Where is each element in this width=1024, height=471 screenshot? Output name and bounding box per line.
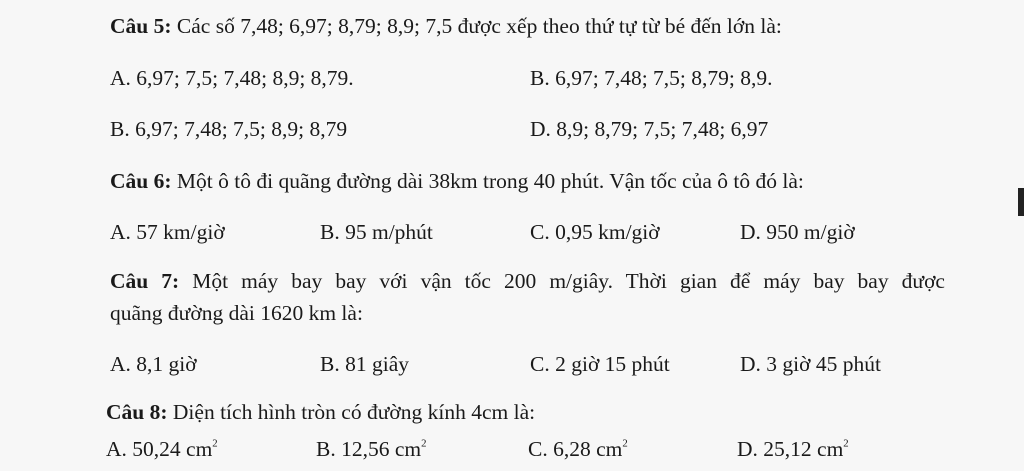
question-5-stem xyxy=(110,14,782,39)
question-6-text: Một ô tô đi quãng đường dài 38km trong 40 phút. Vận tốc của ô tô đó là: xyxy=(171,169,804,193)
question-5-option-4[interactable]: D. 8,9; 8,79; 7,5; 7,48; 6,97 xyxy=(530,117,769,141)
question-7-text-continued: quãng đường dài 1620 km là: xyxy=(110,301,363,325)
question-6-option-d[interactable]: D. 950 m/giờ xyxy=(740,220,855,244)
question-8-option-a-exponent: 2 xyxy=(212,437,218,450)
question-7-text: Một máy bay bay với vận tốc 200 m/giây. Thời gian để máy bay bay được xyxy=(179,269,945,293)
question-7-option-a[interactable]: A. 8,1 giờ xyxy=(110,352,197,376)
question-6-stem xyxy=(110,169,804,194)
question-7-option-b[interactable]: B. 81 giây xyxy=(320,352,409,376)
question-6-option-a[interactable]: A. 57 km/giờ xyxy=(110,220,225,244)
question-7-stem xyxy=(110,269,945,294)
question-7-option-d[interactable]: D. 3 giờ 45 phút xyxy=(740,352,881,376)
question-5-text: Các số 7,48; 6,97; 8,79; 8,9; 7,5 được xếp theo thứ tự từ bé đến lớn là: xyxy=(171,14,782,38)
question-8-option-a[interactable] xyxy=(106,437,218,462)
question-8-label: Câu 8: xyxy=(106,400,168,424)
question-6-option-c[interactable]: C. 0,95 km/giờ xyxy=(530,220,660,244)
question-8-stem xyxy=(106,400,535,425)
question-8-option-d[interactable] xyxy=(737,437,849,462)
question-8-option-b-exponent: 2 xyxy=(421,437,427,450)
question-8-option-a-text: A. 50,24 cm xyxy=(106,437,213,461)
question-8-option-d-exponent: 2 xyxy=(843,437,849,450)
question-8-option-b[interactable] xyxy=(316,437,426,462)
question-5-option-1[interactable]: A. 6,97; 7,5; 7,48; 8,9; 8,79. xyxy=(110,66,354,90)
question-8-option-d-text: D. 25,12 cm xyxy=(737,437,844,461)
question-6-label: Câu 6: xyxy=(110,169,172,193)
question-8-text: Diện tích hình tròn có đường kính 4cm là: xyxy=(167,400,536,424)
question-8-option-c[interactable] xyxy=(528,437,628,462)
question-7-option-c[interactable]: C. 2 giờ 15 phút xyxy=(530,352,670,376)
question-5-label: Câu 5: xyxy=(110,14,172,38)
question-8-option-b-text: B. 12,56 cm xyxy=(316,437,422,461)
page-edge-mark xyxy=(1018,188,1024,216)
question-8-option-c-exponent: 2 xyxy=(622,437,628,450)
question-7-label: Câu 7: xyxy=(110,269,180,293)
question-5-option-3[interactable]: B. 6,97; 7,48; 7,5; 8,9; 8,79 xyxy=(110,117,348,141)
question-6-option-b[interactable]: B. 95 m/phút xyxy=(320,220,433,244)
question-8-option-c-text: C. 6,28 cm xyxy=(528,437,623,461)
question-5-option-2[interactable]: B. 6,97; 7,48; 7,5; 8,79; 8,9. xyxy=(530,66,773,90)
